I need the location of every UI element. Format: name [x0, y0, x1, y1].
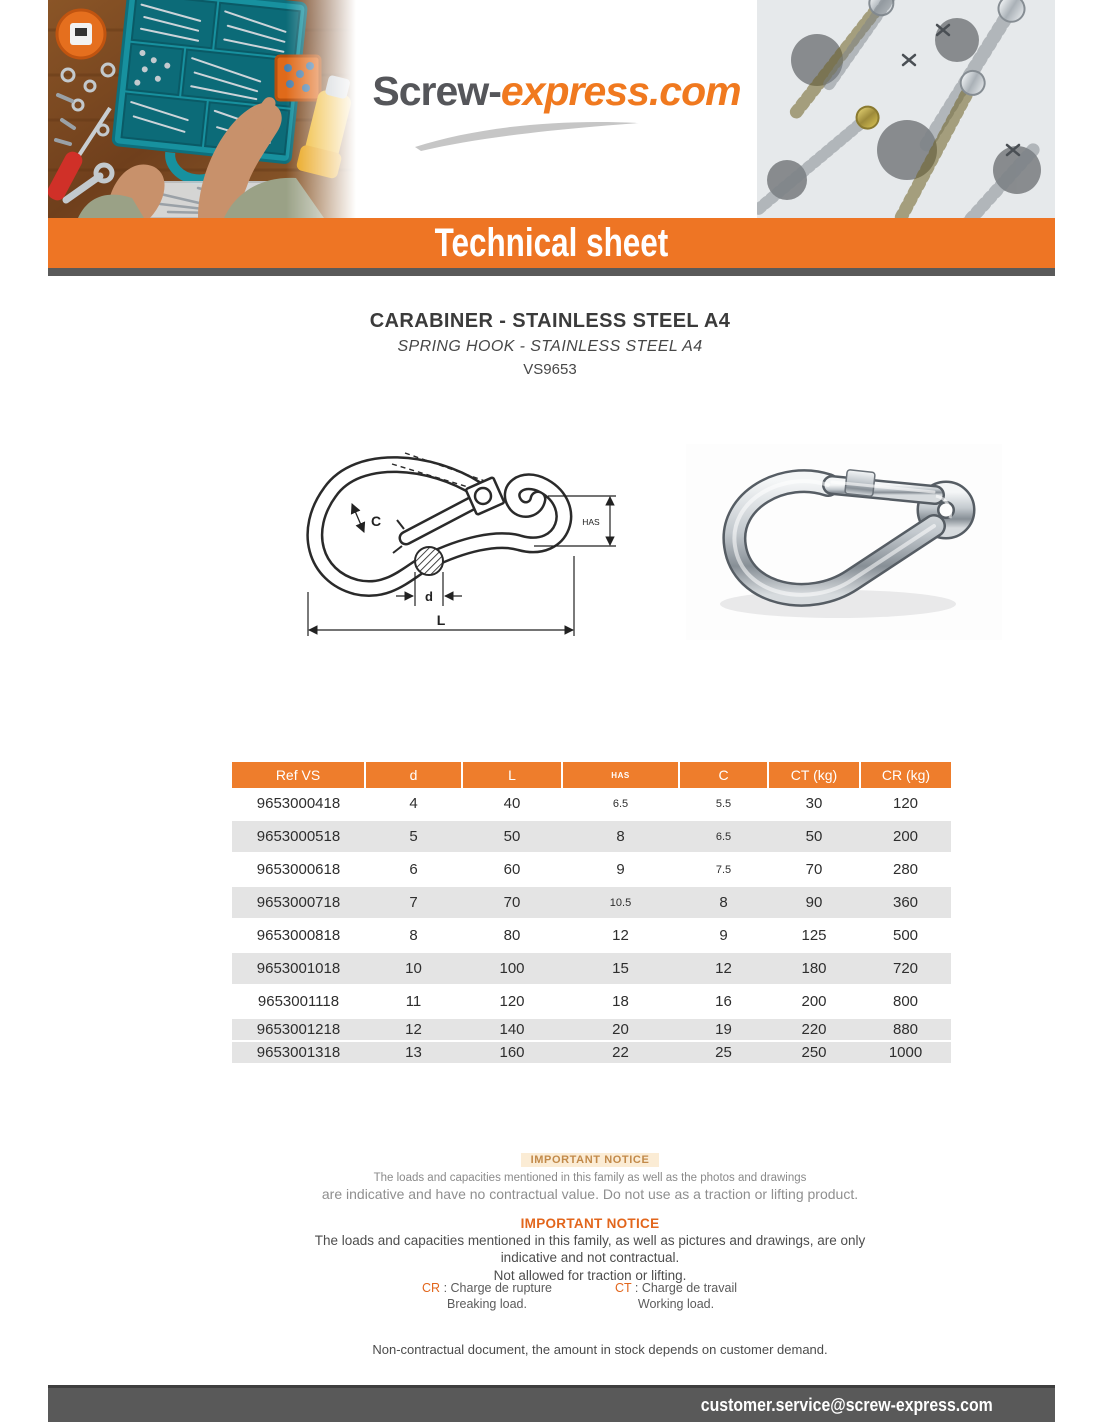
spec-cell: 15	[562, 952, 679, 985]
legend-ct-translation: Working load.	[637, 1297, 715, 1312]
spec-cell: 360	[860, 886, 951, 919]
spec-cell: 40	[462, 788, 562, 820]
spec-cell: 280	[860, 853, 951, 886]
spec-cell: 6.5	[562, 788, 679, 820]
spec-cell: 1000	[860, 1041, 951, 1064]
contact-bar	[48, 1385, 1055, 1422]
notice-primary-line1: The loads and capacities mentioned in this family as well as the photos and drawings	[373, 1172, 807, 1184]
dim-label-l: L	[436, 612, 446, 628]
spec-cell: 880	[860, 1018, 951, 1041]
spec-cell: 90	[768, 886, 860, 919]
legend-ct-line1	[591, 1280, 761, 1296]
spec-cell: 500	[860, 919, 951, 952]
spec-cell: 20	[562, 1018, 679, 1041]
banner-title: Technical sheet	[434, 220, 669, 265]
legend-ct-text: : Charge de travail	[631, 1281, 738, 1295]
column-header: CT (kg)	[768, 762, 860, 788]
spec-cell: 50	[462, 820, 562, 853]
spec-cell: 12	[679, 952, 768, 985]
spec-cell: 30	[768, 788, 860, 820]
footer-note: Non-contractual document, the amount in stock depends on customer demand.	[372, 1342, 828, 1357]
product-reference: VS9653	[523, 361, 577, 378]
notice-secondary-line2: Not allowed for traction or lifting.	[493, 1267, 687, 1283]
product-title: CARABINER - STAINLESS STEEL A4	[369, 310, 731, 332]
column-header: L	[462, 762, 562, 788]
spec-cell: 9	[562, 853, 679, 886]
spec-cell: 9653000418	[232, 788, 365, 820]
notice-secondary	[240, 1216, 940, 1283]
spec-cell: 120	[462, 985, 562, 1018]
spec-cell: 4	[365, 788, 462, 820]
legend-cr-text: : Charge de rupture	[440, 1281, 552, 1295]
spec-cell: 9653000818	[232, 919, 365, 952]
workbench-photo	[48, 0, 356, 218]
dim-label-c: C	[370, 513, 382, 529]
brand-logo	[356, 0, 757, 218]
spec-cell: 9653001318	[232, 1041, 365, 1064]
spec-cell: 70	[768, 853, 860, 886]
spec-cell: 7.5	[679, 853, 768, 886]
spec-cell: 7	[365, 886, 462, 919]
spec-cell: 12	[365, 1018, 462, 1041]
spec-cell: 16	[679, 985, 768, 1018]
spec-cell: 22	[562, 1041, 679, 1064]
spec-cell: 100	[462, 952, 562, 985]
spec-row	[232, 788, 951, 820]
product-subtitle: SPRING HOOK - STAINLESS STEEL A4	[397, 338, 703, 355]
spec-cell: 5	[365, 820, 462, 853]
spec-cell: 180	[768, 952, 860, 985]
spec-cell: 13	[365, 1041, 462, 1064]
legend-ct	[591, 1280, 761, 1313]
spec-cell: 6	[365, 853, 462, 886]
notice-primary-line2: are indicative and have no contractual value. Do not use as a traction or lifting product.	[321, 1186, 859, 1202]
column-header: C	[679, 762, 768, 788]
spec-cell: 18	[562, 985, 679, 1018]
spec-cell: 140	[462, 1018, 562, 1041]
spec-cell: 160	[462, 1041, 562, 1064]
workbench-photo-art	[48, 0, 356, 218]
spec-cell: 10.5	[562, 886, 679, 919]
legend-cr-abbr: CR	[422, 1281, 441, 1295]
spec-table-body	[232, 788, 951, 1064]
notice-secondary-title: IMPORTANT NOTICE	[520, 1216, 660, 1231]
spec-cell: 8	[365, 919, 462, 952]
spec-row	[232, 820, 951, 853]
notice-secondary-line1: The loads and capacities mentioned in this family, as well as pictures and drawings, are only indicative and not contractual.	[314, 1233, 866, 1265]
logo-swoosh	[407, 117, 647, 151]
carabiner-diagram-art	[292, 444, 638, 658]
carabiner-photo-art	[686, 444, 1002, 640]
spec-cell: 125	[768, 919, 860, 952]
carabiner-photo	[686, 444, 1002, 640]
dim-label-has: HAS	[582, 517, 600, 527]
legend-cr-line1	[407, 1280, 567, 1296]
spec-cell: 9653001218	[232, 1018, 365, 1041]
spec-cell: 220	[768, 1018, 860, 1041]
column-header: d	[365, 762, 462, 788]
spec-cell: 720	[860, 952, 951, 985]
spec-cell: 70	[462, 886, 562, 919]
spec-row	[232, 1018, 951, 1041]
column-header: Ref VS	[232, 762, 365, 788]
spec-cell: 8	[679, 886, 768, 919]
spec-cell: 9	[679, 919, 768, 952]
legend-ct-abbr: CT	[614, 1281, 632, 1295]
spec-cell: 9653000718	[232, 886, 365, 919]
spec-cell: 200	[860, 820, 951, 853]
screws-photo	[757, 0, 1055, 218]
spec-cell: 200	[768, 985, 860, 1018]
spec-cell: 120	[860, 788, 951, 820]
screws-photo-art	[757, 0, 1055, 218]
spec-cell: 6.5	[679, 820, 768, 853]
spec-cell: 9653000518	[232, 820, 365, 853]
spec-row	[232, 1041, 951, 1064]
spec-cell: 25	[679, 1041, 768, 1064]
spec-cell: 8	[562, 820, 679, 853]
technical-sheet-banner	[48, 218, 1055, 268]
spec-cell: 11	[365, 985, 462, 1018]
spec-cell: 12	[562, 919, 679, 952]
carabiner-diagram	[292, 444, 638, 658]
spec-table-head-row	[232, 762, 951, 788]
spec-row	[232, 919, 951, 952]
legend-cr	[407, 1280, 567, 1313]
spec-cell: 9653001018	[232, 952, 365, 985]
legend-cr-translation: Breaking load.	[447, 1297, 527, 1312]
notice-primary	[240, 1150, 940, 1204]
spec-cell: 9653000618	[232, 853, 365, 886]
spec-cell: 250	[768, 1041, 860, 1064]
spec-cell: 50	[768, 820, 860, 853]
logo-text-express: express.com	[500, 67, 741, 114]
contact-email-link[interactable]: customer.service@screw-express.com	[701, 1395, 993, 1415]
spec-table	[232, 762, 951, 1065]
spec-row	[232, 985, 951, 1018]
spec-row	[232, 952, 951, 985]
spec-cell: 80	[462, 919, 562, 952]
spec-row	[232, 853, 951, 886]
banner-divider	[48, 268, 1055, 276]
product-title-block	[0, 310, 1100, 378]
spec-row	[232, 886, 951, 919]
notice-primary-title: IMPORTANT NOTICE	[521, 1153, 660, 1167]
dim-label-d: d	[425, 589, 433, 604]
spec-cell: 9653001118	[232, 985, 365, 1018]
column-header: CR (kg)	[860, 762, 951, 788]
spec-cell: 60	[462, 853, 562, 886]
column-header: HAS	[562, 762, 679, 788]
spec-cell: 10	[365, 952, 462, 985]
spec-cell: 19	[679, 1018, 768, 1041]
logo-text-screw: Screw-	[372, 67, 501, 114]
spec-cell: 5.5	[679, 788, 768, 820]
spec-cell: 800	[860, 985, 951, 1018]
